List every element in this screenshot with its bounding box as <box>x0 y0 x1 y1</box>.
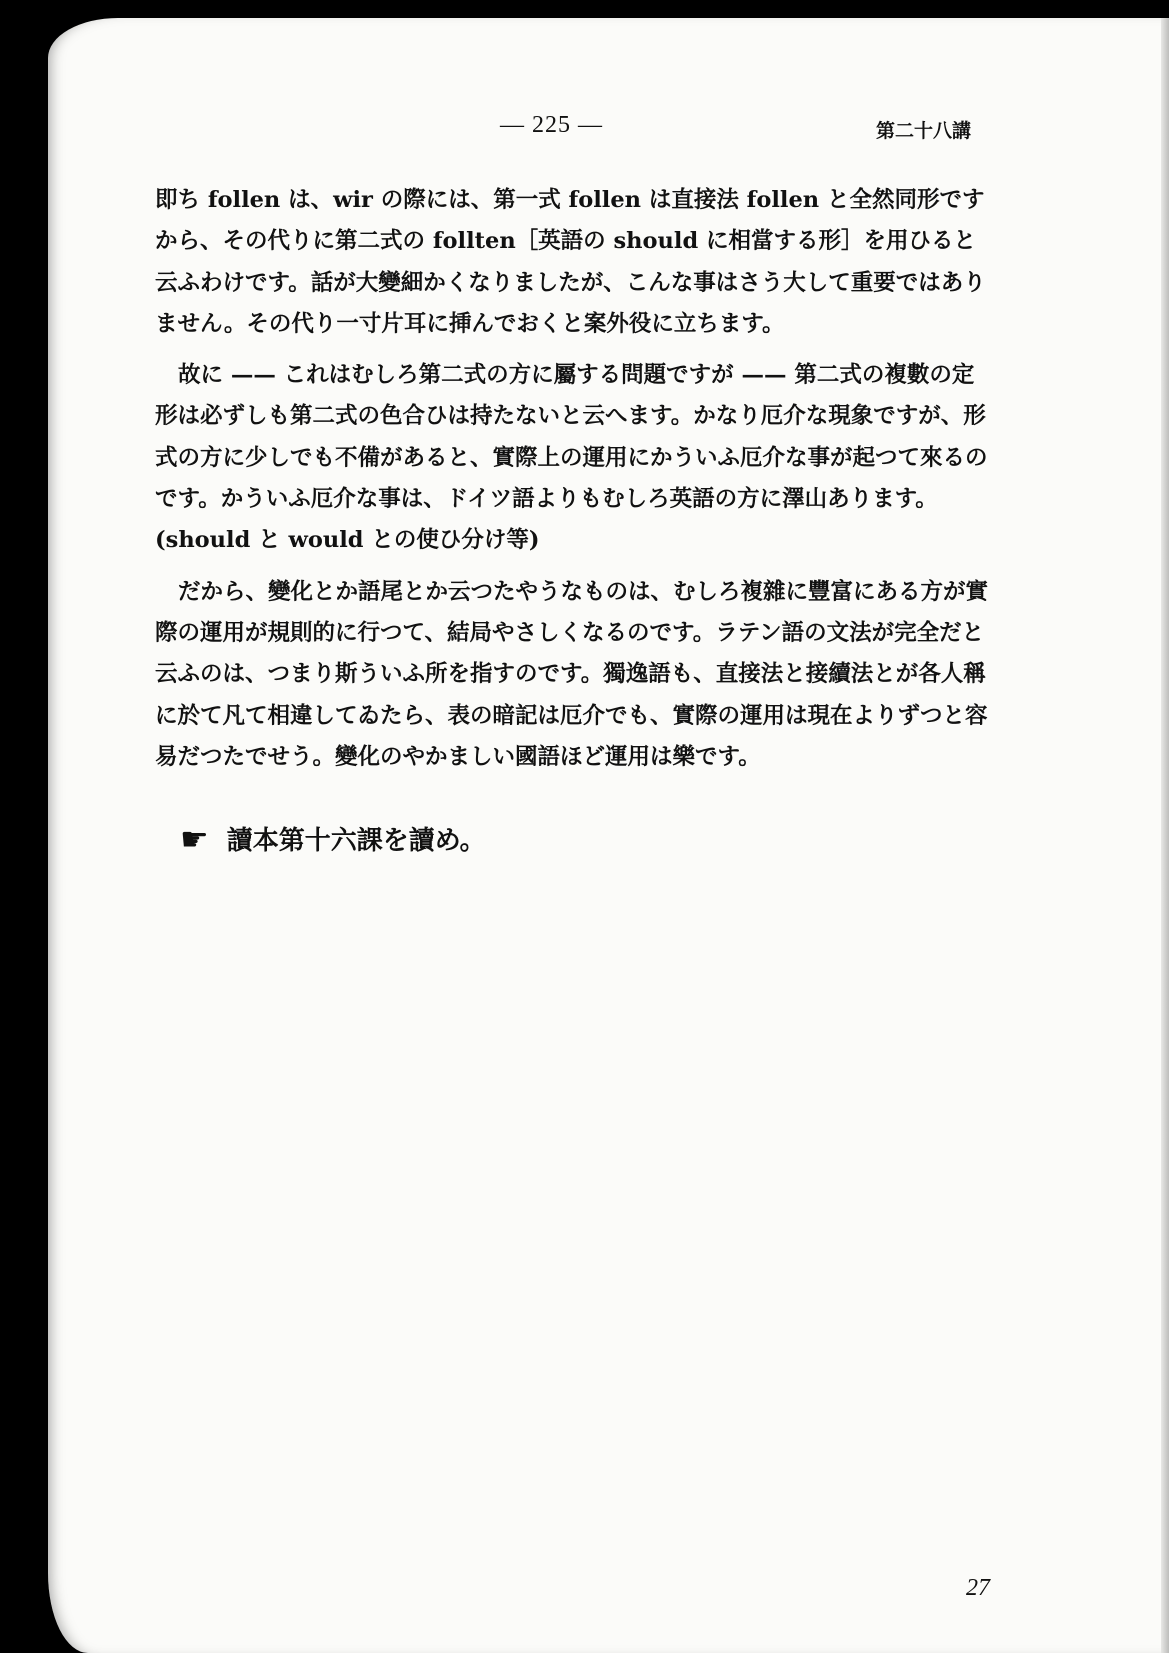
reading-instruction <box>180 820 486 857</box>
pointing-hand-icon: ☛ <box>180 819 209 858</box>
instruction-text: 讀本第十六課を讀め。 <box>226 826 486 856</box>
paragraph-3: だから、變化とか語尾とか云つたやうなものは、むしろ複雜に豐富にある方が實際の運用が規則的に行つて、結局やさしくなるのです。ラテン語の文法が完全だと云ふのは、つまり斯ういふ所を指すのです。獨逸語も、直接法と接續法とが各人稱に於て凡て相違してゐたら、表の暗記は厄介でも、實際の運用は現在よりずつと容易だつたでせう。變化のやかましい國語ほど運用は樂です。 <box>155 578 989 770</box>
folio-number: 27 <box>966 1575 990 1601</box>
page-edge <box>1161 18 1169 1653</box>
body-text <box>155 180 993 788</box>
running-chapter-title: 第二十八講 <box>876 120 972 142</box>
paragraph-2: 故に —— これはむしろ第二式の方に屬する問題ですが —— 第二式の複數の定形は必ずしも第二式の色合ひは持たないと云へます。かなり厄介な現象ですが、形式の方に少しでも不備があると、實際上の運用にかういふ厄介な事が起つて來るのです。かういふ厄介な事は、ドイツ語よりもむしろ英語の方に澤山あります。(should と would との使ひ分け等) <box>155 362 988 554</box>
running-page-number: — 225 — <box>500 112 603 138</box>
paragraph-1: 即ち follen は、wir の際には、第一式 follen は直接法 follen と全然同形ですから、その代りに第二式の follten［英語の should に相當する形］を用ひると云ふわけです。話が大變細かくなりましたが、こんな事はさう大して重要ではありません。その代り一寸片耳に挿んでおくと案外役に立ちます。 <box>155 187 986 337</box>
